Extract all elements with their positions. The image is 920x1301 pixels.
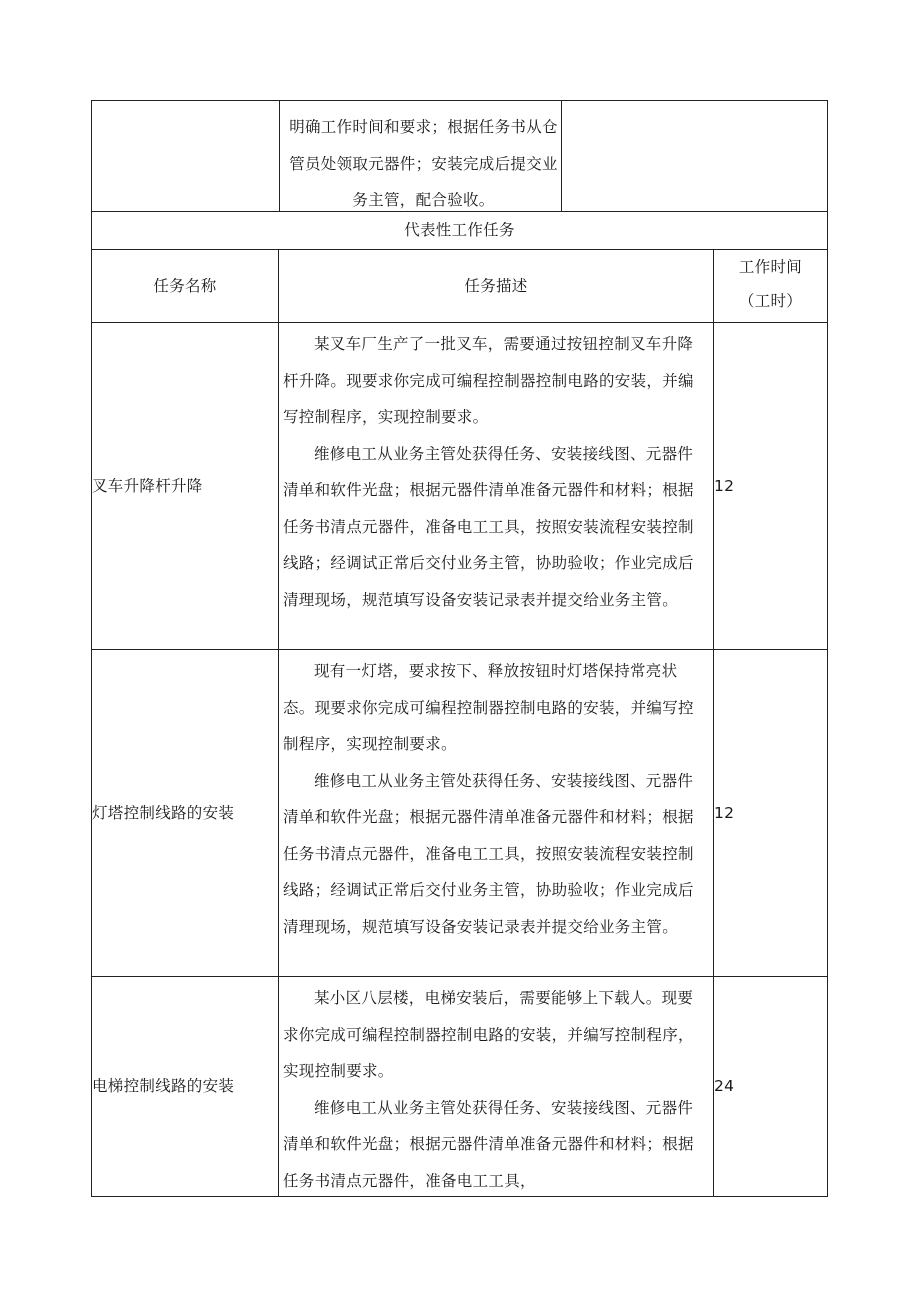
- task-hours: 12: [714, 803, 735, 822]
- header-row: [91, 249, 828, 322]
- task-name: 电梯控制线路的安装: [92, 1077, 235, 1096]
- continuation-description: 明确工作时间和要求；根据任务书从仓管员处领取元器件；安装完成后提交业务主管，配合验收。: [289, 118, 558, 209]
- header-work-time: [714, 250, 827, 322]
- task-description-p1: 某小区八层楼，电梯安装后，需要能够上下载人。现要求你完成可编程控制器控制电路的安装，并编写控制程序，实现控制要求。: [283, 989, 694, 1080]
- header-work-time-line1: 工作时间: [738, 258, 803, 276]
- task-description-p2: 维修电工从业务主管处获得任务、安装接线图、元器件清单和软件光盘；根据元器件清单准备元器件和材料；根据任务书清点元器件，准备电工工具，按照安装流程安装控制线路；经调试正常后交付业务主管，协助验收；作业完成后清理现场，规范填写设备安装记录表并提交给业务主管。: [283, 444, 694, 609]
- task-description-p2: 维修电工从业务主管处获得任务、安装接线图、元器件清单和软件光盘；根据元器件清单准备元器件和材料；根据任务书清点元器件，准备电工工具，: [283, 1098, 694, 1190]
- task-row: [91, 322, 828, 649]
- section-title-row: [91, 211, 828, 249]
- task-description: [279, 323, 713, 649]
- task-table: [91, 100, 828, 1197]
- task-row: [91, 976, 828, 1197]
- task-hours: 24: [714, 1077, 735, 1096]
- task-row: [91, 649, 828, 976]
- task-hours: 12: [714, 476, 735, 495]
- section-title: 代表性工作任务: [404, 221, 515, 240]
- task-description-p1: 现有一灯塔，要求按下、释放按钮时灯塔保持常亮状态。现要求你完成可编程控制器控制电路的安装，并编写控制程序，实现控制要求。: [283, 662, 694, 753]
- task-description-p2: 维修电工从业务主管处获得任务、安装接线图、元器件清单和软件光盘；根据元器件清单准备元器件和材料；根据任务书清点元器件，准备电工工具，按照安装流程安装控制线路；经调试正常后交付业务主管，协助验收；作业完成后清理现场，规范填写设备安装记录表并提交给业务主管。: [283, 771, 694, 936]
- task-description: [279, 977, 713, 1196]
- header-task-name: 任务名称: [153, 276, 217, 295]
- task-description-p1: 某叉车厂生产了一批叉车，需要通过按钮控制叉车升降杆升降。现要求你完成可编程控制器控制电路的安装，并编写控制程序，实现控制要求。: [283, 335, 694, 426]
- header-work-time-line2: （工时）: [738, 292, 803, 310]
- task-name: 灯塔控制线路的安装: [92, 803, 235, 822]
- task-name: 叉车升降杆升降: [92, 476, 203, 495]
- header-task-desc: 任务描述: [464, 276, 528, 295]
- continuation-row: [91, 100, 828, 211]
- task-description: [279, 650, 713, 976]
